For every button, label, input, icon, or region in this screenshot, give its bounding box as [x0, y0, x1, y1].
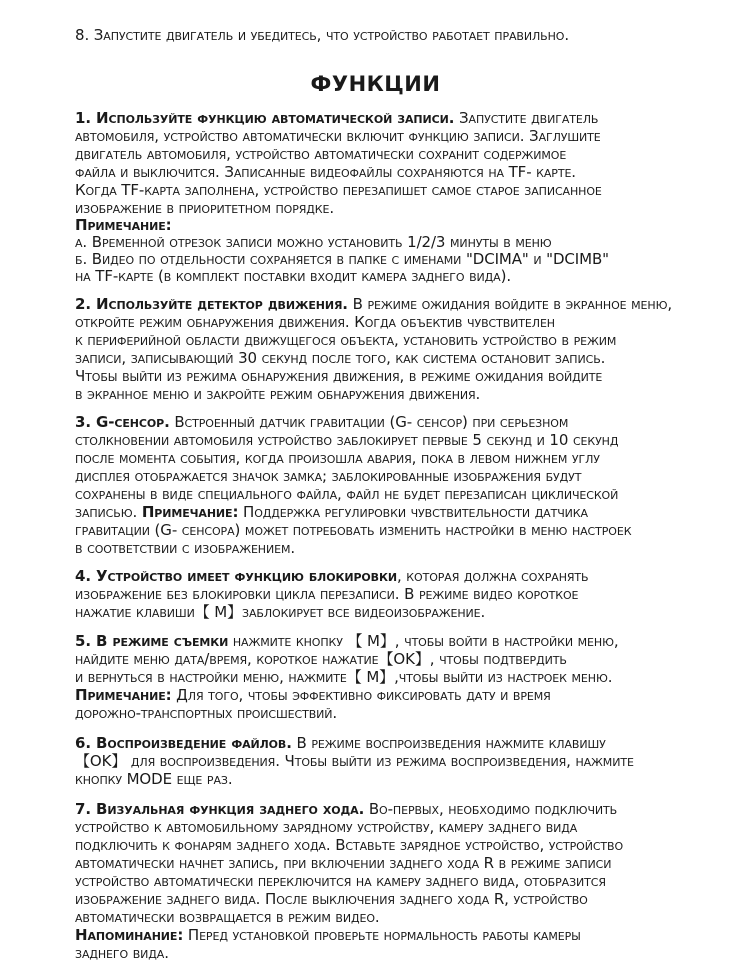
paragraph-line: Когда TF-карта заполнена, устройство перезапишет самое старое записанное [75, 181, 602, 199]
paragraph-line: нажатие клавиши【 M】заблокирует все видеоизображение. [75, 603, 486, 621]
paragraph-line: автомобиля, устройство автоматически включит функцию записи. Заглушите [75, 127, 601, 145]
paragraph-line: 5. В режиме съемки нажмите кнопку 【 M】, чтобы войти в настройки меню, [75, 632, 619, 650]
paragraph-line: 3. G-сенсор. Встроенный датчик гравитации (G- сенсор) при серьезном [75, 413, 569, 431]
paragraph-line: Чтобы выйти из режима обнаружения движения, в режиме ожидания войдите [75, 367, 603, 385]
paragraph-line: кнопку MODE еще раз. [75, 770, 233, 788]
paragraph-line: в экранное меню и закройте режим обнаружения движения. [75, 385, 481, 403]
paragraph-line: 4. Устройство имеет функцию блокировки, которая должна сохранять [75, 567, 589, 585]
paragraph-line: откройте режим обнаружения движения. Когда объектив чувствителен [75, 313, 555, 331]
paragraph-line: записи, записывающий 30 секунд после того, как система остановит запись. [75, 349, 606, 367]
paragraph-line: заднего вида. [75, 944, 169, 962]
section-heading: 3. G-сенсор. [75, 413, 170, 431]
paragraph-line: двигатель автомобиля, устройство автоматически сохранит содержимое [75, 145, 567, 163]
section-heading: 5. В режиме съемки [75, 632, 229, 650]
paragraph-line: 6. Воспроизведение файлов. В режиме воспроизведения нажмите клавишу [75, 734, 606, 752]
paragraph-line: после момента события, когда произошла авария, пока в левом нижнем углу [75, 449, 600, 467]
paragraph-line: изображение без блокировки цикла перезаписи. В режиме видео короткое [75, 585, 579, 603]
paragraph-line: найдите меню дата/время, короткое нажатие【OK】, чтобы подтвердить [75, 650, 567, 668]
note-label: Примечание: [75, 216, 172, 234]
section-heading: 7. Визуальная функция заднего хода. [75, 800, 365, 818]
paragraph-line: подключить к фонарям заднего хода. Вставьте зарядное устройство, устройство [75, 836, 624, 854]
paragraph-line: столкновении автомобиля устройство заблокирует первые 5 секунд и 10 секунд [75, 431, 619, 449]
section-title: ФУНКЦИИ [310, 72, 441, 96]
paragraph-line: гравитации (G- сенсора) может потребовать изменить настройки в меню настроек [75, 521, 632, 539]
paragraph-line: автоматически начнет запись, при включении заднего хода R в режиме записи [75, 854, 612, 872]
intro-step: 8. Запустите двигатель и убедитесь, что устройство работает правильно. [75, 26, 570, 44]
paragraph-line: б. Видео по отдельности сохраняется в папке с именами "DCIMA" и "DCIMB" [75, 250, 609, 268]
section-heading: 2. Используйте детектор движения. [75, 295, 348, 313]
paragraph-line: и вернуться в настройки меню, нажмите【 M】,чтобы выйти из настроек меню. [75, 668, 613, 686]
paragraph-line: изображение в приоритетном порядке. [75, 199, 335, 217]
paragraph-line: 【OK】 для воспроизведения. Чтобы выйти из режима воспроизведения, нажмите [75, 752, 634, 770]
note-label: Примечание: [75, 686, 172, 704]
paragraph-line: 2. Используйте детектор движения. В режиме ожидания войдите в экранное меню, [75, 295, 673, 313]
paragraph-line: файла и выключится. Записанные видеофайлы сохраняются на TF- карте. [75, 163, 576, 181]
paragraph-line: изображение заднего вида. После выключения заднего хода R, устройство [75, 890, 588, 908]
paragraph-line: записью. Примечание: Поддержка регулировки чувствительности датчика [75, 503, 588, 521]
section-heading: 1. Используйте функцию автоматической записи. [75, 109, 455, 127]
paragraph-line: сохранены в виде специального файла, файл не будет перезаписан циклической [75, 485, 619, 503]
paragraph-line: Примечание: Для того, чтобы эффективно фиксировать дату и время [75, 686, 551, 704]
paragraph-line: устройство автоматически переключится на камеру заднего вида, отобразится [75, 872, 606, 890]
paragraph-line: дисплея отображается значок замка; заблокированные изображения будут [75, 467, 582, 485]
paragraph-line: в соответствии с изображением. [75, 539, 296, 557]
paragraph-line: дорожно-транспортных происшествий. [75, 704, 338, 722]
paragraph-line: 7. Визуальная функция заднего хода. Во-первых, необходимо подключить [75, 800, 618, 818]
note-label: Напоминание: [75, 926, 184, 944]
paragraph-line: на TF-карте (в комплект поставки входит камера заднего вида). [75, 267, 511, 285]
paragraph-line: устройство к автомобильному зарядному устройству, камеру заднего вида [75, 818, 578, 836]
paragraph-line: а. Временной отрезок записи можно установить 1/2/3 минуты в меню [75, 233, 552, 251]
section-heading: 6. Воспроизведение файлов. [75, 734, 292, 752]
paragraph-line: автоматически возвращается в режим видео. [75, 908, 380, 926]
note-label: Примечание: [141, 503, 239, 521]
paragraph-line: 1. Используйте функцию автоматической записи. Запустите двигатель [75, 109, 599, 127]
paragraph-line: Напоминание: Перед установкой проверьте нормальность работы камеры [75, 926, 581, 944]
section-heading: 4. Устройство имеет функцию блокировки [75, 567, 397, 585]
paragraph-line: к периферийной области движущегося объекта, установить устройство в режим [75, 331, 617, 349]
